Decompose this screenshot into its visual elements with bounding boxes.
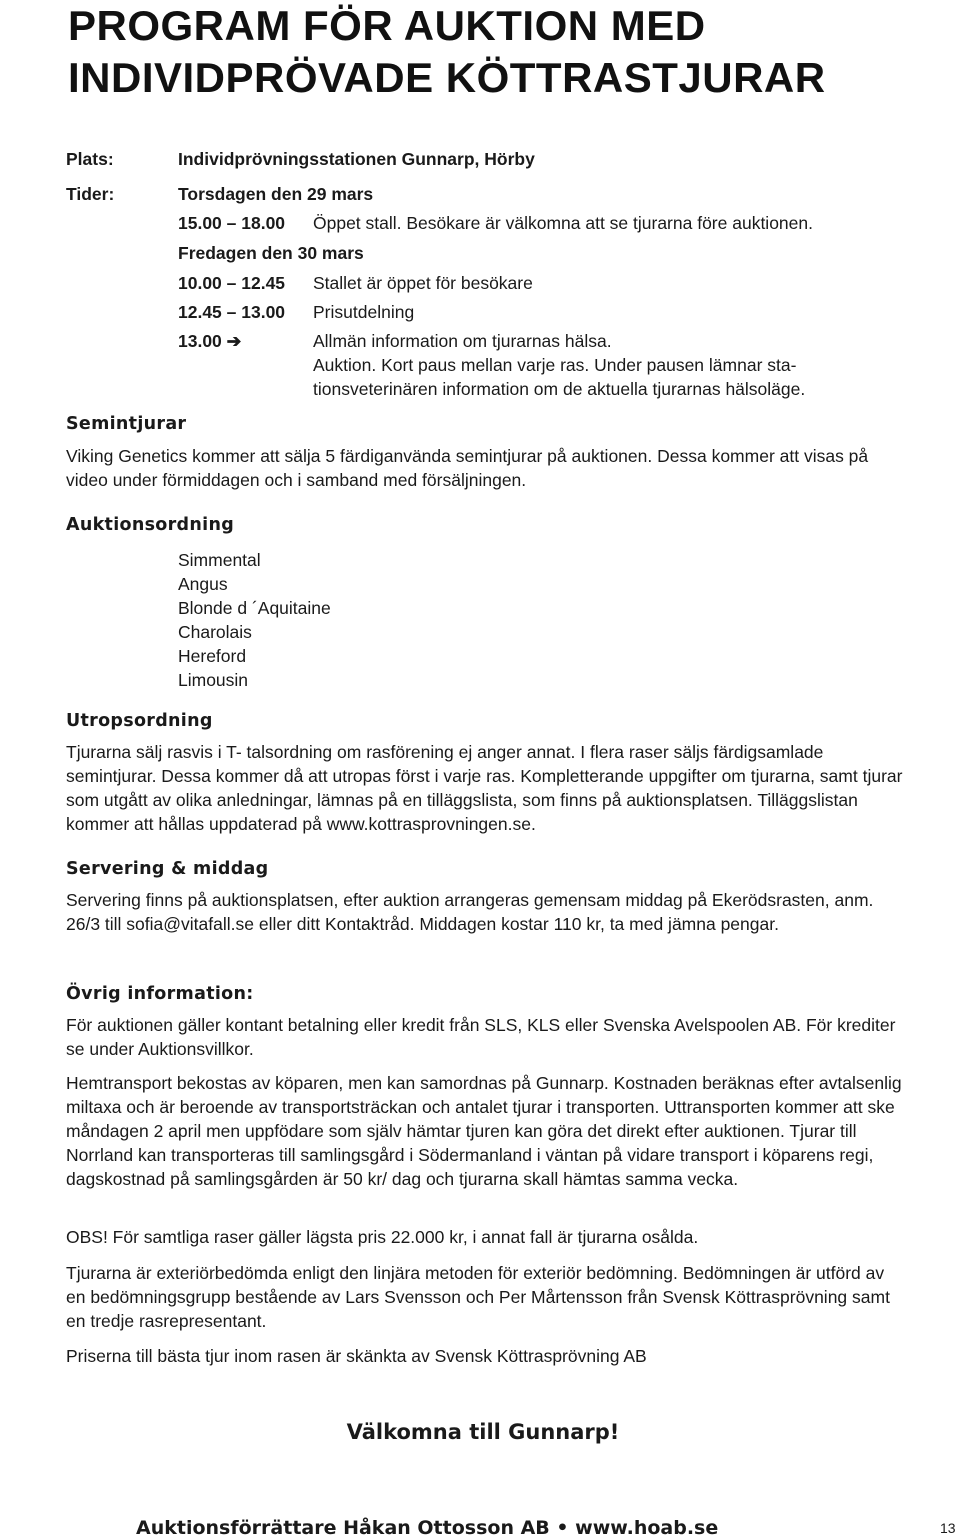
ovrig-paragraph-1: För auktionen gäller kontant betalning eller kredit från SLS, KLS eller Svenska Avelspoolen AB. För krediter se under Auktionsvillkor. xyxy=(66,1015,896,1059)
ovrig-paragraph-2: Hemtransport bekostas av köparen, men kan samordnas på Gunnarp. Kostnaden beräknas efter avtalsenlig miltaxa och är beroende av transportsträckan och antalet tjurar i transporten. Uttransporten kommer att ske måndagen 2 april men uppfödare som själv hämtar tjuren kan göra det direkt efter auktionen. Tjurar till Norrland kan transporteras till samlingsgård i Södermanland i väntan på vidare transport i köparens regi, dagskostnad på samlingsgården är 50 kr/ dag och tjurarna skall hämtas samma vecka. xyxy=(66,1073,902,1189)
breed-item: Simmental xyxy=(178,550,261,570)
ovrig-paragraph-3: OBS! För samtliga raser gäller lägsta pris 22.000 kr, i annat fall är tjurarna osålda. xyxy=(66,1227,699,1247)
page-title-line-1: PROGRAM FÖR AUKTION MED xyxy=(68,2,706,49)
breed-item: Limousin xyxy=(178,670,249,690)
page-number: 13 xyxy=(940,1520,956,1536)
schedule-day-2: Fredagen den 30 mars xyxy=(178,243,364,263)
servering-heading: Servering & middag xyxy=(66,859,269,879)
schedule-extra-line-2: tionsveterinären information om de aktuella tjurarnas hälsoläge. xyxy=(313,379,806,399)
schedule-day-1-time: 15.00 – 18.00 xyxy=(178,213,286,233)
times-label: Tider: xyxy=(66,184,115,204)
ovrig-paragraph-5: Priserna till bästa tjur inom rasen är skänkta av Svensk Köttrasprövning AB xyxy=(66,1346,647,1366)
servering-text: Servering finns på auktionsplatsen, efter auktion arrangeras gemensam middag på Ekerödsrasten, anm. 26/3 till sofia@vitafall.se eller ditt Kontaktråd. Middagen kostar 110 kr, ta med jämna pengar. xyxy=(66,890,874,934)
auktionsordning-heading: Auktionsordning xyxy=(66,515,235,535)
schedule-item-desc: Allmän information om tjurarnas hälsa. xyxy=(313,331,612,351)
ovrig-heading: Övrig information: xyxy=(66,984,254,1004)
place-label: Plats: xyxy=(66,149,114,169)
schedule-item-desc: Prisutdelning xyxy=(313,302,415,322)
breed-item: Charolais xyxy=(178,622,252,642)
footer-text: Auktionsförrättare Håkan Ottosson AB • www.hoab.se xyxy=(136,1517,719,1539)
schedule-extra-line-1: Auktion. Kort paus mellan varje ras. Under pausen lämnar sta- xyxy=(313,355,797,375)
schedule-item-time: 10.00 – 12.45 xyxy=(178,273,286,293)
breed-item: Angus xyxy=(178,574,228,594)
utropsordning-heading: Utropsordning xyxy=(66,711,213,731)
semintjurar-heading: Semintjurar xyxy=(66,414,187,434)
ovrig-paragraph-4: Tjurarna är exteriörbedömda enligt den linjära metoden för exteriör bedömning. Bedömningen är utförd av en bedömningsgrupp bestående av Lars Svensson och Per Mårtensson från Svensk Köttrasprövning samt en tredje rasrepresentant. xyxy=(66,1263,890,1331)
welcome-text: Välkomna till Gunnarp! xyxy=(346,1420,620,1444)
place-value: Individprövningsstationen Gunnarp, Hörby xyxy=(178,149,535,169)
schedule-day-1-desc: Öppet stall. Besökare är välkomna att se tjurarna före auktionen. xyxy=(313,213,813,233)
schedule-day-1: Torsdagen den 29 mars xyxy=(178,184,374,204)
schedule-item-desc: Stallet är öppet för besökare xyxy=(313,273,533,293)
page-title-line-2: INDIVIDPRÖVADE KÖTTRASTJURAR xyxy=(68,54,826,101)
schedule-item-time: 12.45 – 13.00 xyxy=(178,302,286,322)
breed-item: Hereford xyxy=(178,646,247,666)
schedule-item-time: 13.00 ➔ xyxy=(178,331,242,351)
semintjurar-text: Viking Genetics kommer att sälja 5 färdiganvända semintjurar på auktionen. Dessa kommer att visas på video under förmiddagen och i samband med försäljningen. xyxy=(66,446,869,490)
breed-item: Blonde d ´Aquitaine xyxy=(178,598,331,618)
utropsordning-text: Tjurarna sälj rasvis i T- talsordning om rasförening ej anger annat. I flera raser säljs färdigsamlade semintjurar. Dessa kommer då att utropas först i varje ras. Kompletterande uppgifter om tjurarna, samt tjurar som utgått av olika anledningar, lämnas på en tilläggslista, som finns på auktionsplatsen. Tilläggslistan kommer att hållas uppdaterad på www.kottrasprovningen.se. xyxy=(66,742,903,834)
